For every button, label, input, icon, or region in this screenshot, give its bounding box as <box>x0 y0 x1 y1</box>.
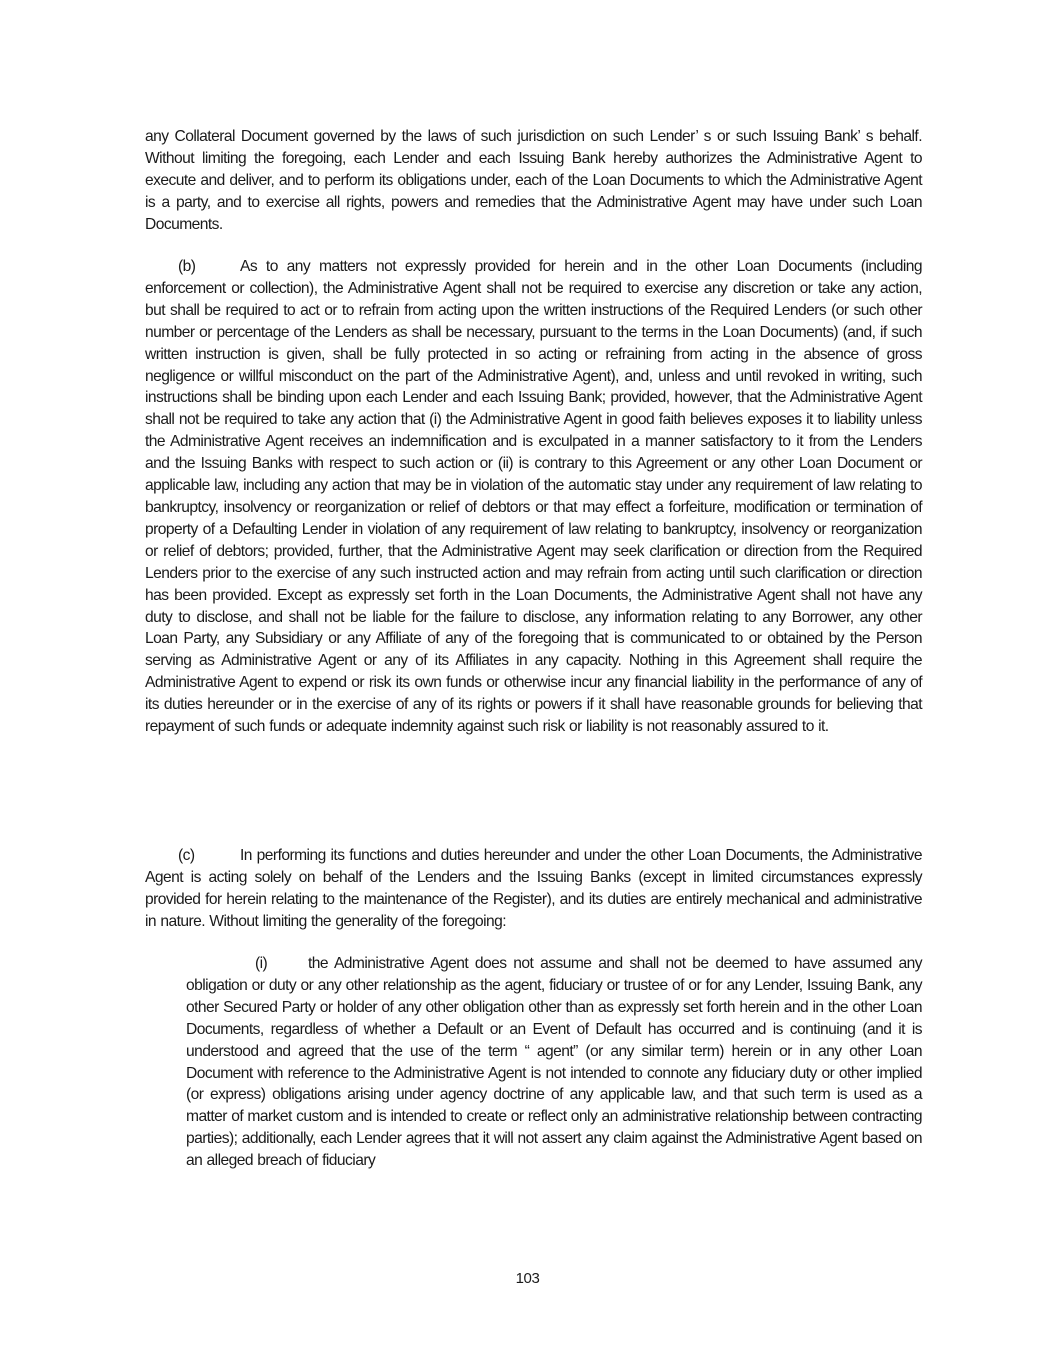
paragraph-c <box>145 845 922 933</box>
paragraph-continuation-text: any Collateral Document governed by the laws of such jurisdiction on such Lender’ s or such Issuing Bank’ s behalf. Without limiting the foregoing, each Lender and each Issuing Bank hereby authorizes the Administrative Agent to execute and deliver, and to perform its obligations under, each of the Loan Documents to which the Administrative Agent is a party, and to exercise all rights, powers and remedies that the Administrative Agent may have under such Loan Documents. <box>145 128 922 233</box>
paragraph-c-i <box>186 953 922 1172</box>
page-number: 103 <box>515 1270 540 1287</box>
paragraph-continuation <box>145 126 922 236</box>
paragraph-b-text: As to any matters not expressly provided for herein and in the other Loan Documents (including enforcement or collection), the Administrative Agent shall not be required to exercise any discretion or take any action, but shall be required to act or to refrain from acting upon the written instructions of the Required Lenders (or such other number or percentage of the Lenders as shall be necessary, pursuant to the terms in the Loan Documents) (and, if such written instruction is given, shall be fully protected in so acting or refraining from acting in the absence of gross negligence or willful misconduct on the part of the Administrative Agent), and, unless and until revoked in writing, such instructions shall be binding upon each Lender and each Issuing Bank; provided, however, that the Administrative Agent shall not be required to take any action that (i) the Administrative Agent in good faith believes exposes it to liability unless the Administrative Agent receives an indemnification and is exculpated in a manner satisfactory to it from the Lenders and the Issuing Banks with respect to such action or (ii) is contrary to this Agreement or any other Loan Document or applicable law, including any action that may be in violation of the automatic stay under any requirement of law relating to bankruptcy, insolvency or reorganization or relief of debtors or that may effect a forfeiture, modification or termination of property of a Defaulting Lender in violation of any requirement of law relating to bankruptcy, insolvency or reorganization or relief of debtors; provided, further, that the Administrative Agent may seek clarification or direction from the Required Lenders prior to the exercise of any such instructed action and may refrain from acting until such clarification or direction has been provided. Except as expressly set forth in the Loan Documents, the Administrative Agent shall not have any duty to disclose, and shall not be liable for the failure to disclose, any information relating to any Borrower, any other Loan Party, any Subsidiary or any Affiliate of any of the foregoing that is communicated to or obtained by the Person serving as Administrative Agent or any of its Affiliates in any capacity. Nothing in this Agreement shall require the Administrative Agent to expend or risk its own funds or otherwise incur any financial liability in the performance of any of its duties hereunder or in the exercise of any of its rights or powers if it shall have reasonable grounds for believing that repayment of such funds or adequate indemnity against such risk or liability is not reasonably assured to it. <box>145 258 922 736</box>
paragraph-b <box>145 256 922 738</box>
paragraph-c-i-text: the Administrative Agent does not assume and shall not be deemed to have assumed any obligation or duty or any other relationship as the agent, fiduciary or trustee of or for any Lender, Issuing Bank, any other Secured Party or holder of any other obligation other than as expressly set forth herein and in the other Loan Documents, regardless of whether a Default or an Event of Default has occurred and is continuing (and it is understood and agreed that the use of the term “ agent” (or any similar term) herein or in any other Loan Document with reference to the Administrative Agent is not intended to connote any fiduciary duty or other implied (or express) obligations arising under agency doctrine of any applicable law, and that such term is used as a matter of market custom and is intended to create or reflect only an administrative relationship between contracting parties); additionally, each Lender agrees that it will not assert any claim against the Administrative Agent based on an alleged breach of fiduciary <box>186 955 922 1170</box>
paragraph-c-text: In performing its functions and duties hereunder and under the other Loan Documents, the Administrative Agent is acting solely on behalf of the Lenders and the Issuing Banks (except in limited circumstances expressly provided for herein relating to the maintenance of the Register), and its duties are entirely mechanical and administrative in nature. Without limiting the generality of the foregoing: <box>145 847 922 930</box>
paragraph-c-i-marker: (i) <box>255 955 268 972</box>
paragraph-c-marker: (c) <box>178 847 195 864</box>
paragraph-b-marker: (b) <box>178 258 196 275</box>
